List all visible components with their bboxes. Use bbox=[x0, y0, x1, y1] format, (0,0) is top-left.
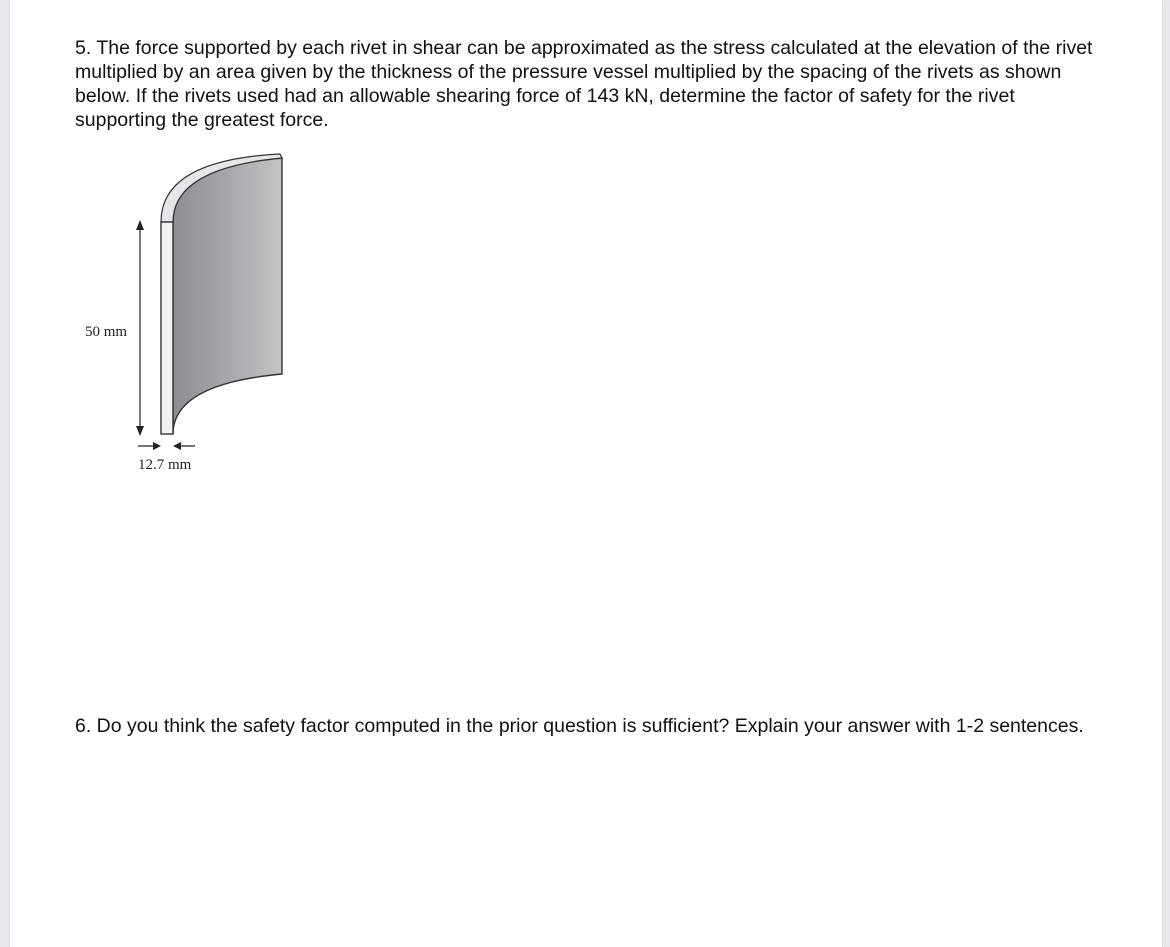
question-5-text: 5. The force supported by each rivet in shear can be approximated as the stress calculated at the elevation of the rivet multiplied by an area given by the thickness of the pressure vessel multiplied by the spacing of the rivets as shown below. If the rivets used had an allowable shearing force of 143 kN, determine the factor of safety for the rivet supporting the greatest force. bbox=[75, 37, 1093, 131]
height-arrow-top bbox=[136, 220, 144, 230]
question-6-text: 6. Do you think the safety factor computed in the prior question is sufficient? Explain your answer with 1-2 sentences. bbox=[75, 715, 1084, 737]
thickness-arrow-left-head bbox=[153, 442, 161, 450]
vessel-curved-face bbox=[173, 158, 282, 434]
vessel-side-strip bbox=[161, 222, 173, 434]
height-arrow-bottom bbox=[136, 426, 144, 436]
vessel-segment-figure bbox=[70, 150, 300, 480]
thickness-dimension-label: 12.7 mm bbox=[138, 457, 192, 473]
document-page bbox=[10, 0, 1162, 947]
height-dimension-label: 50 mm bbox=[85, 324, 128, 340]
thickness-arrow-right-head bbox=[173, 442, 181, 450]
vessel-segment-drawing bbox=[70, 150, 300, 480]
